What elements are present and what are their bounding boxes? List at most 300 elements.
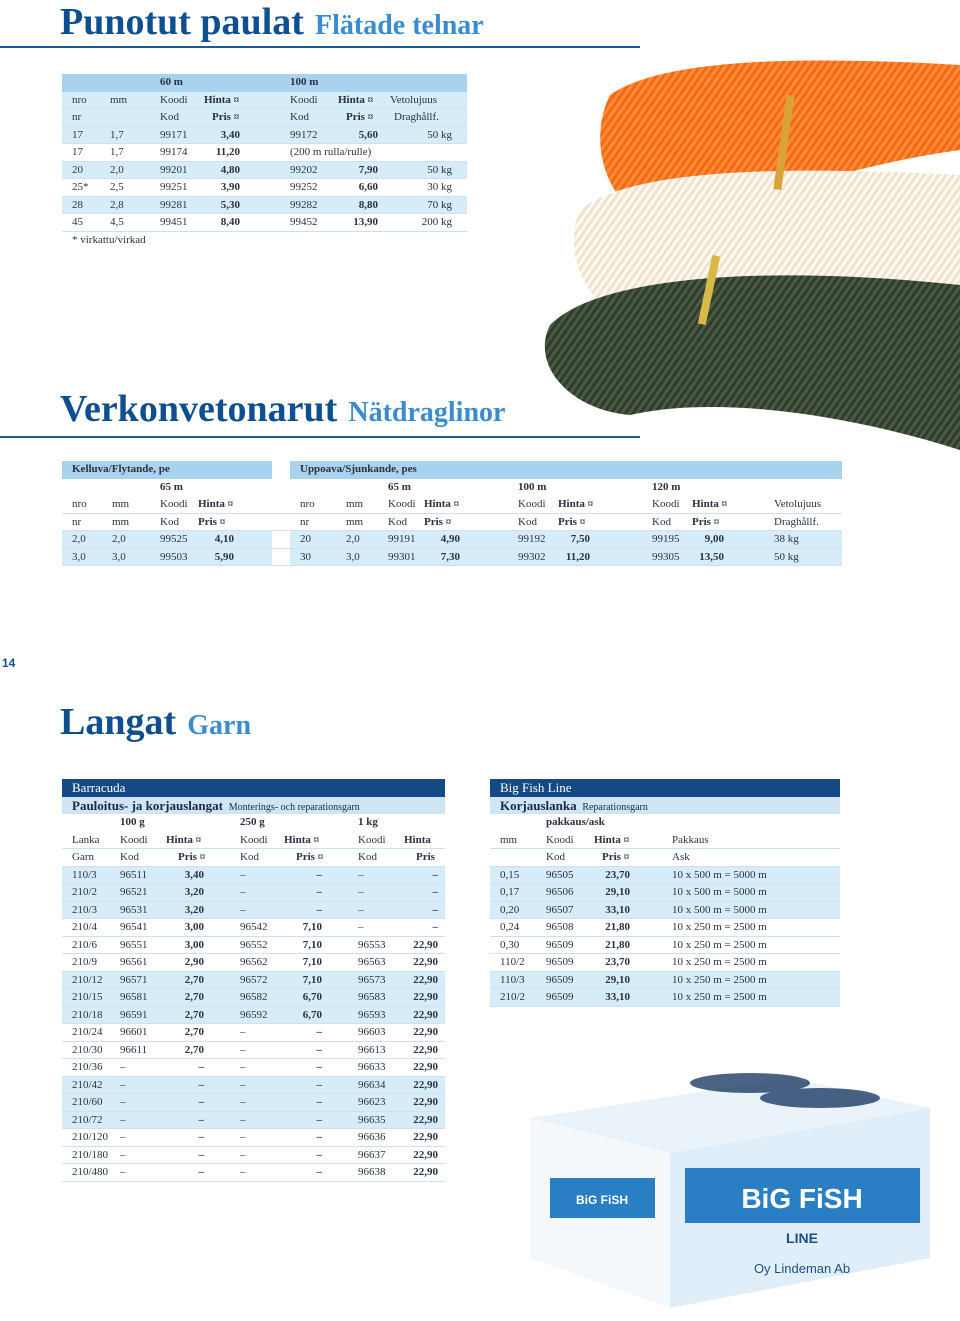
table-cell: 210/2 xyxy=(72,886,98,898)
table-cell: 7,10 xyxy=(302,973,322,986)
table-cell: 6,60 xyxy=(358,181,378,193)
table-cell: 96531 xyxy=(120,903,148,916)
col-header: Hinta ¤ xyxy=(166,833,202,846)
table-row xyxy=(62,1129,445,1147)
table-cell: 96611 xyxy=(120,1043,148,1056)
table-row xyxy=(490,972,840,990)
col-header: Pris ¤ xyxy=(346,111,374,123)
table-cell: – xyxy=(432,903,438,916)
table-cell: 6,70 xyxy=(302,1008,322,1021)
table-row xyxy=(62,1042,445,1060)
table-cell: 2,70 xyxy=(184,973,204,986)
table-cell: 0,20 xyxy=(500,903,520,916)
section2-subtitle: Nätdraglinor xyxy=(348,397,506,428)
table-cell: – xyxy=(198,1148,204,1161)
table-cell: 96593 xyxy=(358,1008,386,1021)
table-cell: 96634 xyxy=(358,1078,386,1091)
box-logo-sub: LINE xyxy=(786,1230,818,1246)
desc-sv: Reparationsgarn xyxy=(582,801,648,813)
table-row xyxy=(62,902,445,920)
table-cell: 96511 xyxy=(120,868,148,881)
table-cell: – xyxy=(316,1026,322,1038)
col-header: 65 m xyxy=(388,480,411,493)
table-cell: 99171 xyxy=(160,128,188,141)
brand-row xyxy=(62,779,445,797)
table-cell: 96583 xyxy=(358,991,386,1003)
table-cell: 22,90 xyxy=(413,1061,438,1073)
brand-name: Barracuda xyxy=(72,780,126,795)
table-cell: 210/6 xyxy=(72,938,98,951)
table-cell: – xyxy=(240,868,246,881)
table-cell: 5,60 xyxy=(358,128,378,141)
table-cell: 3,00 xyxy=(184,938,204,951)
net-lines-table xyxy=(62,461,842,566)
section3-heading xyxy=(60,700,251,744)
table-cell: 0,17 xyxy=(500,886,520,898)
table-cell: 3,00 xyxy=(184,921,204,933)
table-cell: 9,00 xyxy=(704,533,724,545)
table-cell: 110/3 xyxy=(500,973,525,986)
desc-sv: Monterings- och reparationsgarn xyxy=(228,801,360,813)
col-header: mm xyxy=(110,93,128,106)
table-cell: 22,90 xyxy=(413,1078,438,1091)
table-cell: 10 x 250 m = 2500 m xyxy=(672,921,767,933)
col-header: Garn xyxy=(72,851,94,863)
col-header: Hinta ¤ xyxy=(284,833,320,846)
col-header: 65 m xyxy=(160,480,183,493)
table-row xyxy=(490,954,840,972)
table-cell: 110/2 xyxy=(500,956,525,968)
table-cell: 96573 xyxy=(358,973,386,986)
table-cell: – xyxy=(120,1113,126,1126)
table-row xyxy=(490,919,840,937)
table-cell: – xyxy=(316,1131,322,1143)
group-label-floating: Kelluva/Flytande, pe xyxy=(62,461,272,479)
col-header: 1 kg xyxy=(358,816,378,828)
col-header: Kod xyxy=(546,851,565,863)
col-header: Hinta ¤ xyxy=(558,498,594,510)
col-header: mm xyxy=(346,498,364,510)
table-cell: 0,24 xyxy=(500,921,520,933)
table-cell: 99503 xyxy=(160,550,188,563)
table-cell: – xyxy=(198,1131,204,1143)
table-cell: 99172 xyxy=(290,128,318,141)
table-cell: 99192 xyxy=(518,533,546,545)
table-cell: 96581 xyxy=(120,991,148,1003)
table-cell: 28 xyxy=(72,198,83,211)
table-cell: 3,20 xyxy=(184,886,204,898)
table-row xyxy=(62,179,467,197)
table-row xyxy=(62,1007,445,1025)
table-cell: 5,30 xyxy=(220,198,240,211)
table-cell: 13,90 xyxy=(353,216,378,228)
table-cell: 22,90 xyxy=(413,991,438,1003)
table-cell: 99201 xyxy=(160,163,188,176)
table-cell: 2,8 xyxy=(110,198,124,211)
table-cell: 21,80 xyxy=(605,921,630,933)
table-cell: – xyxy=(240,1131,246,1143)
table-cell: 210/120 xyxy=(72,1131,109,1143)
table-cell: 99195 xyxy=(652,533,680,545)
table-cell: – xyxy=(198,1113,204,1126)
table-cell: 96561 xyxy=(120,956,148,968)
table-cell: 23,70 xyxy=(605,956,630,968)
table-cell: 210/3 xyxy=(72,903,98,916)
table-cell: 2,90 xyxy=(184,956,204,968)
table-cell: 210/15 xyxy=(72,991,103,1003)
table-cell: 25* xyxy=(72,181,89,193)
table-cell: 20 xyxy=(300,533,311,545)
group-label-sinking: Uppoava/Sjunkande, pes xyxy=(290,461,842,479)
table-cell: 96506 xyxy=(546,886,574,898)
col-header: Hinta ¤ xyxy=(204,93,240,106)
bigfish-table xyxy=(490,779,840,1007)
table-cell: 210/9 xyxy=(72,956,98,968)
table-cell: 17 xyxy=(72,146,83,158)
table-cell: 96508 xyxy=(546,921,574,933)
page-number: 14 xyxy=(2,656,16,670)
table-cell: 29,10 xyxy=(605,886,630,898)
brand-row xyxy=(490,779,840,797)
col-header: nr xyxy=(72,111,82,123)
table-cell: 96635 xyxy=(358,1113,386,1126)
table-cell: – xyxy=(240,1166,246,1178)
table-cell: 96582 xyxy=(240,991,268,1003)
table-cell: 99282 xyxy=(290,198,318,211)
table-row xyxy=(62,1024,445,1042)
col-header: Draghållf. xyxy=(774,515,819,528)
table-cell: 96603 xyxy=(358,1026,386,1038)
section1-subtitle: Flätade telnar xyxy=(315,10,484,41)
col-header: Lanka xyxy=(72,833,100,846)
table-cell: 2,70 xyxy=(184,1043,204,1056)
col-header: Pris ¤ xyxy=(296,851,324,863)
table-cell: 7,30 xyxy=(440,550,460,563)
table-row xyxy=(62,531,842,549)
table-cell: 99452 xyxy=(290,216,318,228)
table-row xyxy=(490,937,840,955)
table-cell: – xyxy=(358,903,364,916)
desc-fi: Pauloitus- ja korjauslangat xyxy=(72,797,223,813)
box-logo-text: BiG FiSH xyxy=(741,1183,863,1214)
table-cell: 4,10 xyxy=(214,533,234,545)
table-row xyxy=(62,1094,445,1112)
col-header: nr xyxy=(300,515,310,528)
table-cell: 99305 xyxy=(652,550,680,563)
table-cell: – xyxy=(316,1148,322,1161)
table-cell: 23,70 xyxy=(605,868,630,881)
table-cell: 96509 xyxy=(546,991,574,1003)
col-header: mm xyxy=(112,498,130,510)
table-cell: 2,0 xyxy=(72,533,86,545)
table-row xyxy=(490,884,840,902)
table-row xyxy=(62,1164,445,1182)
table-cell: 7,90 xyxy=(358,163,378,176)
table-cell: 96638 xyxy=(358,1166,386,1178)
box-company: Oy Lindeman Ab xyxy=(753,1261,851,1276)
braided-lines-table xyxy=(62,74,467,249)
table-cell: – xyxy=(240,886,246,898)
table-cell: 1,7 xyxy=(110,146,124,158)
table-cell: 50 kg xyxy=(427,163,452,176)
table-cell: 38 kg xyxy=(774,533,799,545)
col-header: Pris ¤ xyxy=(424,515,452,528)
col-header: Pris ¤ xyxy=(692,515,720,528)
table-header-row xyxy=(490,814,840,832)
table-cell: 96623 xyxy=(358,1096,386,1108)
col-header: 100 m xyxy=(290,76,319,88)
table-row xyxy=(490,867,840,885)
table-cell: 7,10 xyxy=(302,956,322,968)
table-cell: 2,0 xyxy=(110,163,124,176)
col-header: Hinta xyxy=(404,833,431,846)
table-cell: 10 x 500 m = 5000 m xyxy=(672,886,767,898)
table-cell: 2,70 xyxy=(184,1008,204,1021)
section3-title: Langat xyxy=(60,701,177,743)
table-cell: 99451 xyxy=(160,216,188,228)
table-cell: 17 xyxy=(72,128,83,141)
table-header-row xyxy=(62,109,467,127)
table-cell: 30 kg xyxy=(427,181,452,193)
table-cell: 50 kg xyxy=(427,128,452,141)
col-header: Koodi xyxy=(120,833,148,846)
table-cell: 96505 xyxy=(546,868,574,881)
table-header-row xyxy=(62,479,842,497)
col-header: Pris ¤ xyxy=(178,851,206,863)
table-cell: 2,70 xyxy=(184,1026,204,1038)
table-cell: 7,10 xyxy=(302,921,322,933)
table-cell: 22,90 xyxy=(413,1131,438,1143)
table-cell: 96553 xyxy=(358,938,386,951)
col-header: Pris xyxy=(416,851,435,863)
table-row xyxy=(62,127,467,145)
table-cell: 30 xyxy=(300,550,311,563)
table-cell: 4,5 xyxy=(110,216,124,228)
col-header: 60 m xyxy=(160,76,183,88)
col-header: nro xyxy=(72,498,87,510)
table-cell: 96541 xyxy=(120,921,148,933)
table-group-row xyxy=(62,461,842,479)
col-header: pakkaus/ask xyxy=(546,816,605,828)
table-row xyxy=(62,197,467,215)
table-cell: 99191 xyxy=(388,533,416,545)
table-row xyxy=(62,884,445,902)
table-cell: 99302 xyxy=(518,550,546,563)
table-cell: 99202 xyxy=(290,163,318,176)
table-cell: 96592 xyxy=(240,1008,268,1021)
table-cell: – xyxy=(316,903,322,916)
table-cell: 22,90 xyxy=(413,1148,438,1161)
table-cell: – xyxy=(120,1078,126,1091)
table-cell: 210/72 xyxy=(72,1113,103,1126)
table-row xyxy=(62,989,445,1007)
table-cell: 22,90 xyxy=(413,1166,438,1178)
table-cell: 33,10 xyxy=(605,903,630,916)
table-row xyxy=(62,144,467,162)
table-cell: 96551 xyxy=(120,938,148,951)
table-cell: 99174 xyxy=(160,146,188,158)
barracuda-table xyxy=(62,779,445,1182)
table-cell: 99525 xyxy=(160,533,188,545)
table-cell: 96636 xyxy=(358,1131,386,1143)
table-cell: – xyxy=(358,868,364,881)
desc-fi: Korjauslanka xyxy=(500,797,577,813)
col-header: Pris ¤ xyxy=(558,515,586,528)
table-cell: – xyxy=(316,1043,322,1056)
table-cell: – xyxy=(316,1061,322,1073)
table-cell: – xyxy=(120,1061,126,1073)
table-cell: – xyxy=(316,1166,322,1178)
table-cell: 96509 xyxy=(546,938,574,951)
table-cell: 2,0 xyxy=(112,533,126,545)
table-cell: 96591 xyxy=(120,1008,148,1021)
table-cell: 20 xyxy=(72,163,83,176)
table-cell: 22,90 xyxy=(413,1043,438,1056)
table-cell: 7,50 xyxy=(570,533,590,545)
middle-rule xyxy=(0,436,640,438)
col-header: Hinta ¤ xyxy=(594,833,630,846)
col-header: Kod xyxy=(652,515,671,528)
col-header: 120 m xyxy=(652,480,681,493)
col-header: Kod xyxy=(518,515,537,528)
table-cell: 3,40 xyxy=(220,128,240,141)
col-header: Ask xyxy=(672,851,690,863)
table-cell: 96542 xyxy=(240,921,268,933)
table-cell: 0,15 xyxy=(500,868,520,881)
table-cell: 10 x 500 m = 5000 m xyxy=(672,868,767,881)
table-cell: 210/24 xyxy=(72,1026,103,1038)
table-cell: 210/180 xyxy=(72,1148,109,1161)
table-row xyxy=(62,1147,445,1165)
col-header: Pris ¤ xyxy=(212,111,240,123)
table-cell: – xyxy=(432,886,438,898)
table-cell: – xyxy=(316,886,322,898)
table-cell: – xyxy=(240,1078,246,1091)
table-cell: 3,20 xyxy=(184,903,204,916)
table-row xyxy=(62,972,445,990)
table-row xyxy=(62,1112,445,1130)
table-cell: 21,80 xyxy=(605,938,630,951)
table-header-row xyxy=(62,514,842,532)
table-row xyxy=(62,937,445,955)
table-cell: 22,90 xyxy=(413,973,438,986)
section2-title: Verkonvetonarut xyxy=(60,388,338,430)
table-cell: – xyxy=(198,1096,204,1108)
table-cell: 22,90 xyxy=(413,1096,438,1108)
description-row xyxy=(490,797,840,815)
table-row xyxy=(62,214,467,232)
table-cell: – xyxy=(432,868,438,881)
table-cell: – xyxy=(432,921,438,933)
table-cell: 99281 xyxy=(160,198,188,211)
col-header: Koodi xyxy=(388,498,416,510)
col-header: nr xyxy=(72,515,82,528)
table-cell: (200 m rulla/rulle) xyxy=(290,146,372,158)
table-cell: 96633 xyxy=(358,1061,386,1073)
table-header-row xyxy=(62,849,445,867)
table-row xyxy=(62,954,445,972)
table-cell: 210/18 xyxy=(72,1008,103,1021)
table-cell: 96552 xyxy=(240,938,268,951)
table-cell: 96562 xyxy=(240,956,268,968)
col-header: Hinta ¤ xyxy=(424,498,460,510)
table-cell: – xyxy=(316,1113,322,1126)
table-cell: 13,50 xyxy=(699,550,724,563)
table-cell: – xyxy=(240,1061,246,1073)
col-header: Vetolujuus xyxy=(390,93,438,106)
brand-name: Big Fish Line xyxy=(500,780,572,795)
table-cell: 2,0 xyxy=(346,533,360,545)
table-row xyxy=(490,989,840,1007)
section1-title: Punotut paulat xyxy=(60,1,304,43)
description-row xyxy=(62,797,445,815)
col-header: Koodi xyxy=(546,833,574,846)
col-header: mm xyxy=(112,515,130,528)
table-row xyxy=(62,162,467,180)
table-cell: 96521 xyxy=(120,886,148,898)
col-header: Koodi xyxy=(160,498,188,510)
table-row xyxy=(62,919,445,937)
table-header-row xyxy=(62,74,467,92)
table-cell: – xyxy=(198,1061,204,1073)
table-cell: 10 x 250 m = 2500 m xyxy=(672,991,767,1003)
table-cell: 3,40 xyxy=(184,868,204,881)
table-cell: 210/12 xyxy=(72,973,103,986)
table-row xyxy=(62,1059,445,1077)
table-cell: 210/60 xyxy=(72,1096,103,1108)
table-cell: – xyxy=(240,1043,246,1056)
table-cell: 99252 xyxy=(290,181,318,193)
table-cell: 210/480 xyxy=(72,1166,109,1178)
table-cell: 7,10 xyxy=(302,938,322,951)
table-cell: 3,0 xyxy=(72,550,86,563)
table-row xyxy=(62,1077,445,1095)
col-header: Pris ¤ xyxy=(602,851,630,863)
table-cell: – xyxy=(198,1166,204,1178)
table-cell: 96601 xyxy=(120,1026,148,1038)
col-header: Koodi xyxy=(290,93,318,106)
table-row xyxy=(62,549,842,567)
col-header: Kod xyxy=(358,851,377,863)
table-cell: 210/4 xyxy=(72,921,98,933)
table-cell: – xyxy=(240,1026,246,1038)
table-row xyxy=(490,902,840,920)
table-cell: – xyxy=(240,1113,246,1126)
table-cell: – xyxy=(120,1166,126,1178)
top-rule xyxy=(0,46,640,48)
table-header-row xyxy=(490,849,840,867)
table-cell: – xyxy=(198,1078,204,1091)
table-cell: 3,0 xyxy=(112,550,126,563)
table-header-row xyxy=(62,496,842,514)
bigfish-product-image xyxy=(490,1058,960,1318)
table-cell: 11,20 xyxy=(215,146,240,158)
table-cell: 96509 xyxy=(546,973,574,986)
col-header: Kod xyxy=(160,515,179,528)
col-header: 100 m xyxy=(518,480,547,493)
table-cell: 22,90 xyxy=(413,938,438,951)
col-header: Kod xyxy=(120,851,139,863)
table-header-row xyxy=(62,92,467,110)
table-cell: 3,90 xyxy=(220,181,240,193)
table-cell: 8,80 xyxy=(358,198,378,211)
table-cell: – xyxy=(240,903,246,916)
col-header: Koodi xyxy=(518,498,546,510)
table-cell: 96509 xyxy=(546,956,574,968)
col-header: Pris ¤ xyxy=(198,515,226,528)
col-header: 100 g xyxy=(120,816,145,828)
table-cell: 96571 xyxy=(120,973,148,986)
